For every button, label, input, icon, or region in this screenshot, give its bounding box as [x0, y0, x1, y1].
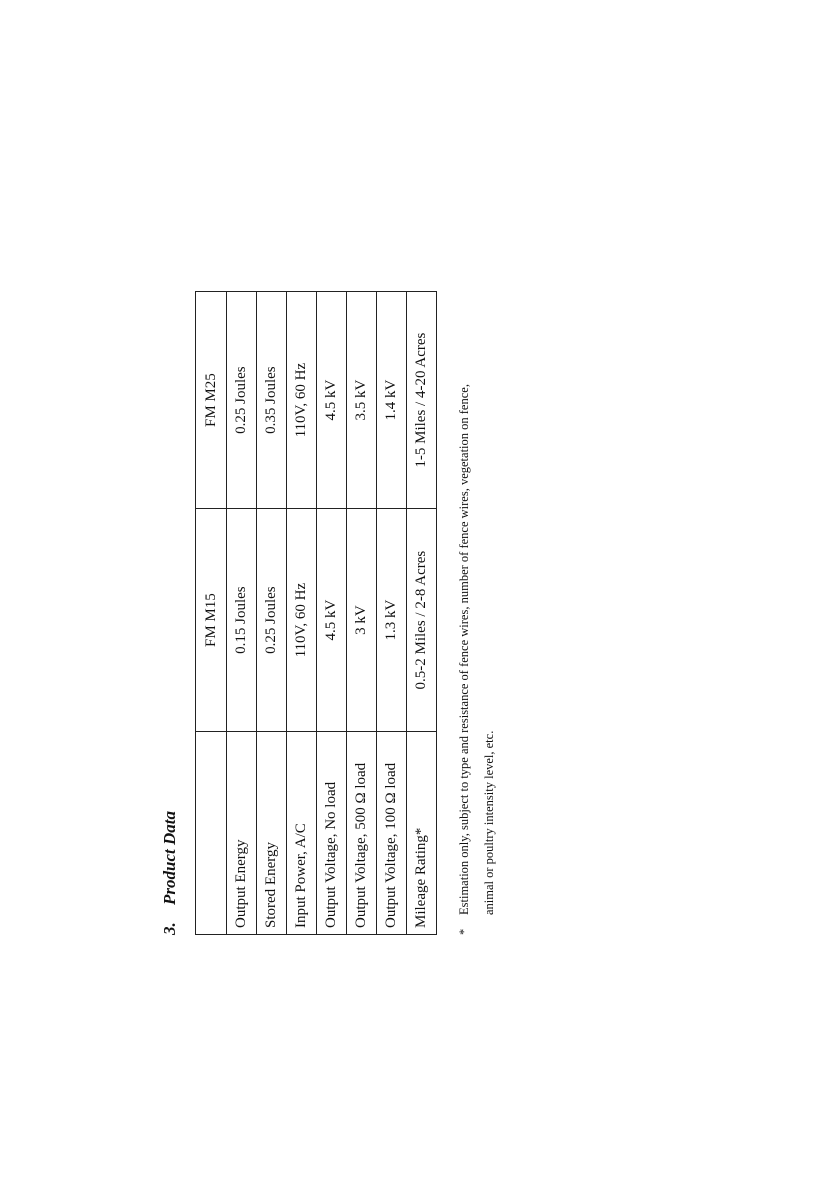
table-row [347, 292, 377, 935]
table-row [257, 292, 287, 935]
footnote-marker: * [457, 928, 471, 935]
row-label: Mileage Rating* [407, 732, 437, 935]
footnote-text-1: Estimation only, subject to type and resistance of fence wires, number of fence wires, vegetation on fence, [457, 384, 471, 915]
footnote-line-1 [452, 384, 477, 935]
cell-m15: 0.25 Joules [257, 509, 287, 732]
row-label: Input Power, A/C [287, 732, 317, 935]
header-cell-fm-m15: FM M15 [196, 509, 227, 732]
table-row [377, 292, 407, 935]
footnote [452, 384, 502, 935]
cell-m15: 0.15 Joules [227, 509, 257, 732]
table-row [317, 292, 347, 935]
table-row [407, 292, 437, 935]
row-label: Output Voltage, 100 Ω load [377, 732, 407, 935]
product-data-table [195, 291, 437, 935]
row-label: Output Energy [227, 732, 257, 935]
cell-m15: 110V, 60 Hz [287, 509, 317, 732]
cell-m25: 4.5 kV [317, 292, 347, 509]
cell-m15: 1.3 kV [377, 509, 407, 732]
cell-m25: 110V, 60 Hz [287, 292, 317, 509]
header-cell-empty [196, 732, 227, 935]
table-header-row [196, 292, 227, 935]
cell-m15: 3 kV [347, 509, 377, 732]
section-heading [160, 811, 180, 935]
table-row [227, 292, 257, 935]
footnote-text-2: animal or poultry intensity level, etc. [482, 730, 496, 915]
table-row [287, 292, 317, 935]
cell-m25: 1-5 Miles / 4-20 Acres [407, 292, 437, 509]
cell-m25: 3.5 kV [347, 292, 377, 509]
section-title: Product Data [160, 811, 179, 905]
cell-m25: 0.35 Joules [257, 292, 287, 509]
header-cell-fm-m25: FM M25 [196, 292, 227, 509]
row-label: Output Voltage, 500 Ω load [347, 732, 377, 935]
cell-m25: 1.4 kV [377, 292, 407, 509]
row-label: Output Voltage, No load [317, 732, 347, 935]
rotated-page-content [160, 35, 500, 935]
cell-m15: 0.5-2 Miles / 2-8 Acres [407, 509, 437, 732]
cell-m15: 4.5 kV [317, 509, 347, 732]
cell-m25: 0.25 Joules [227, 292, 257, 509]
section-number: 3. [160, 922, 179, 935]
row-label: Stored Energy [257, 732, 287, 935]
